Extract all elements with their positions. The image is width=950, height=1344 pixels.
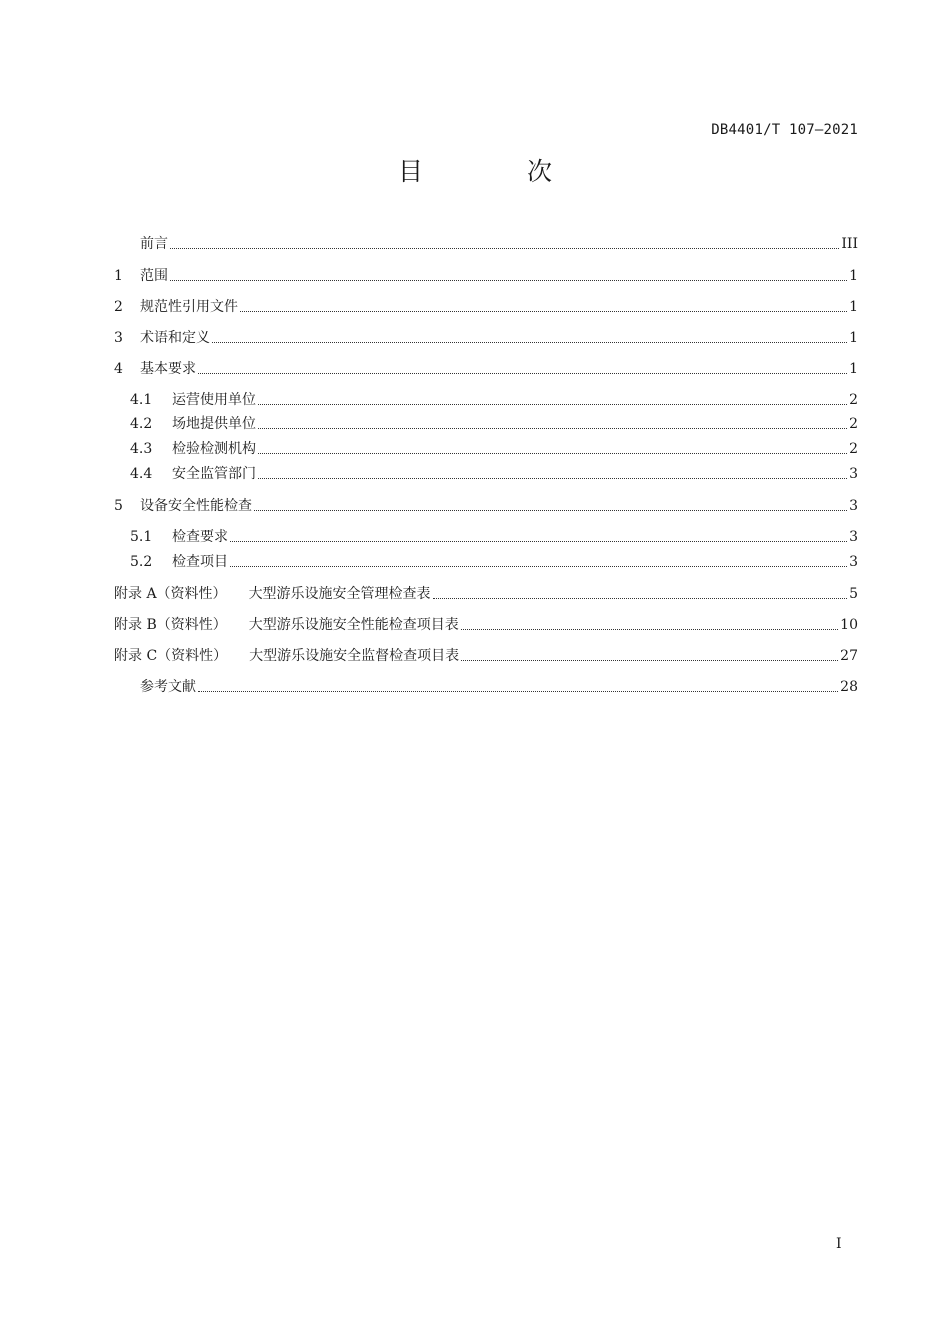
toc-entry-scope[interactable] <box>114 265 858 287</box>
dot-leader <box>230 540 847 542</box>
toc-entry-title: 运营使用单位 <box>172 392 256 408</box>
toc-entry-number: 附录 B（资料性） <box>114 617 227 633</box>
toc-entry-page: 3 <box>849 498 858 514</box>
toc-entry-number: 4.2 <box>130 416 153 432</box>
toc-entry-title: 检查项目 <box>172 554 228 570</box>
toc-entry-title: 检查要求 <box>172 529 228 545</box>
toc-entry-title: 范围 <box>140 268 168 284</box>
dot-leader <box>461 659 838 661</box>
toc-entry-page: 3 <box>849 554 858 570</box>
toc-entry-title: 设备安全性能检查 <box>140 498 252 514</box>
dot-leader <box>258 452 847 454</box>
toc-entry-5-2[interactable] <box>130 551 858 573</box>
toc-entry-bibliography[interactable] <box>114 676 858 698</box>
toc-entry-4-2[interactable] <box>130 413 858 435</box>
toc-entry-title: 检验检测机构 <box>172 441 256 457</box>
dot-leader <box>258 403 847 405</box>
toc-entry-page: 27 <box>840 648 858 664</box>
toc-entry-page: 1 <box>849 299 858 315</box>
toc-entry-page: III <box>841 236 858 252</box>
page-number: I <box>836 1236 842 1252</box>
toc-entry-preface[interactable] <box>114 233 858 255</box>
page-title: 目 次 <box>398 157 600 186</box>
toc-entry-page: 2 <box>849 441 858 457</box>
toc-entry-number: 4.3 <box>130 441 153 457</box>
toc-entry-page: 10 <box>840 617 858 633</box>
toc-entry-page: 3 <box>849 529 858 545</box>
toc-entry-page: 1 <box>849 330 858 346</box>
toc-entry-number: 5.2 <box>130 554 153 570</box>
toc-entry-number: 2 <box>114 299 123 315</box>
toc-entry-number: 5 <box>114 498 123 514</box>
toc-entry-appendix-c[interactable] <box>114 645 858 667</box>
toc-entry-title: 大型游乐设施安全管理检查表 <box>248 586 431 602</box>
toc-entry-number: 1 <box>114 268 123 284</box>
toc-entry-title: 基本要求 <box>140 361 196 377</box>
toc-entry-page: 1 <box>849 361 858 377</box>
toc-entry-number: 4.4 <box>130 466 153 482</box>
dot-leader <box>433 597 848 599</box>
dot-leader <box>254 509 847 511</box>
dot-leader <box>240 310 847 312</box>
dot-leader <box>461 628 838 630</box>
toc-entry-safety-inspection[interactable] <box>114 495 858 517</box>
toc-entry-page: 3 <box>849 466 858 482</box>
toc-entry-title: 规范性引用文件 <box>140 299 238 315</box>
toc-entry-number: 3 <box>114 330 123 346</box>
toc-entry-appendix-a[interactable] <box>114 583 858 605</box>
document-code: DB4401/T 107—2021 <box>711 122 858 138</box>
toc-entry-title: 场地提供单位 <box>172 416 256 432</box>
toc-entry-appendix-b[interactable] <box>114 614 858 636</box>
toc-entry-page: 2 <box>849 392 858 408</box>
toc-entry-number: 4 <box>114 361 123 377</box>
toc-entry-title: 前言 <box>140 236 168 252</box>
toc-entry-4-1[interactable] <box>130 389 858 411</box>
dot-leader <box>258 477 847 479</box>
dot-leader <box>212 341 847 343</box>
toc-entry-title: 安全监管部门 <box>172 466 256 482</box>
toc-entry-title: 术语和定义 <box>140 330 210 346</box>
toc-entry-title: 大型游乐设施安全性能检查项目表 <box>248 617 459 633</box>
dot-leader <box>198 690 838 692</box>
toc-entry-page: 28 <box>840 679 858 695</box>
table-of-contents <box>114 0 858 1344</box>
toc-entry-basic-requirements[interactable] <box>114 358 858 380</box>
toc-entry-number: 4.1 <box>130 392 153 408</box>
toc-entry-title: 大型游乐设施安全监督检查项目表 <box>249 648 460 664</box>
dot-leader <box>170 279 847 281</box>
toc-entry-number: 附录 A（资料性） <box>114 586 227 602</box>
toc-entry-title: 参考文献 <box>140 679 196 695</box>
toc-entry-4-4[interactable] <box>130 463 858 485</box>
dot-leader <box>258 427 847 429</box>
toc-entry-4-3[interactable] <box>130 438 858 460</box>
toc-entry-normative-references[interactable] <box>114 296 858 318</box>
dot-leader <box>198 372 847 374</box>
dot-leader <box>230 565 847 567</box>
toc-entry-page: 1 <box>849 268 858 284</box>
toc-entry-number: 5.1 <box>130 529 153 545</box>
toc-entry-page: 5 <box>849 586 858 602</box>
toc-entry-page: 2 <box>849 416 858 432</box>
toc-entry-terms[interactable] <box>114 327 858 349</box>
toc-entry-number: 附录 C（资料性） <box>114 648 228 664</box>
dot-leader <box>170 247 839 249</box>
toc-entry-5-1[interactable] <box>130 526 858 548</box>
